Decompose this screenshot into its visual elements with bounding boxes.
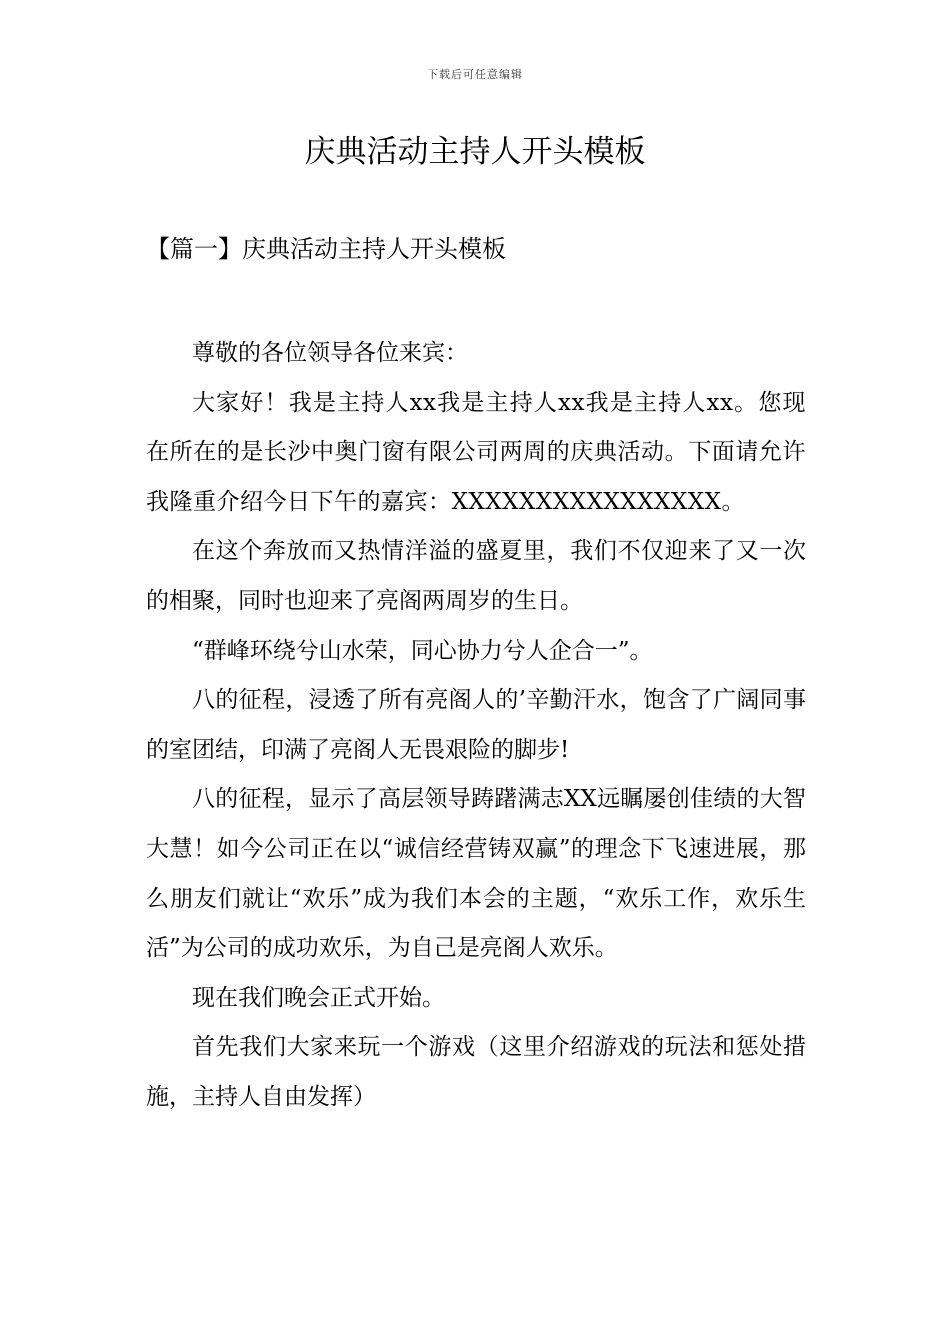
document-body [146,329,806,1123]
paragraph-journey-1: 八的征程，浸透了所有亮阁人的’辛勤汗水，饱含了广阔同事的室团结，印满了亮阁人无畏艰险的脚步! [146,687,806,763]
page-header-note: 下载后可任意编辑 [427,68,523,81]
paragraph-introduction: 大家好！我是主持人xx我是主持人xx我是主持人xx。您现在所在的是长沙中奥门窗有限公司两周的庆典活动。下面请允许我隆重介绍今日下午的嘉宾：XXXXXXXXXXXXXXXX。 [146,389,806,515]
paragraph-summer: 在这个奔放而又热情洋溢的盛夏里，我们不仅迎来了又一次的相聚，同时也迎来了亮阁两周岁的生日。 [146,538,806,614]
paragraph-game: 首先我们大家来玩一个游戏（这里介绍游戏的玩法和惩处措施，主持人自由发挥） [146,1034,806,1110]
paragraph-start: 现在我们晚会正式开始。 [192,984,445,1011]
paragraph-greeting: 尊敬的各位领导各位来宾： [192,340,468,366]
paragraph-journey-2: 八的征程，显示了高层领导踌躇满志XX远瞩屡创佳绩的大智大慧！如今公司正在以“诚信经营铸双赢”的理念下飞速进展，那么朋友们就让“欢乐”成为我们本会的主题，“欢乐工作，欢乐生活”为公司的成功欢乐，为自己是亮阁人欢乐。 [146,786,806,962]
document-title: 庆典活动主持人开头模板 [304,134,646,170]
paragraph-quote: “群峰环绕兮山水荣，同心协力兮人企合一”。 [192,637,653,664]
section-heading: 【篇一】庆典活动主持人开头模板 [146,235,506,263]
